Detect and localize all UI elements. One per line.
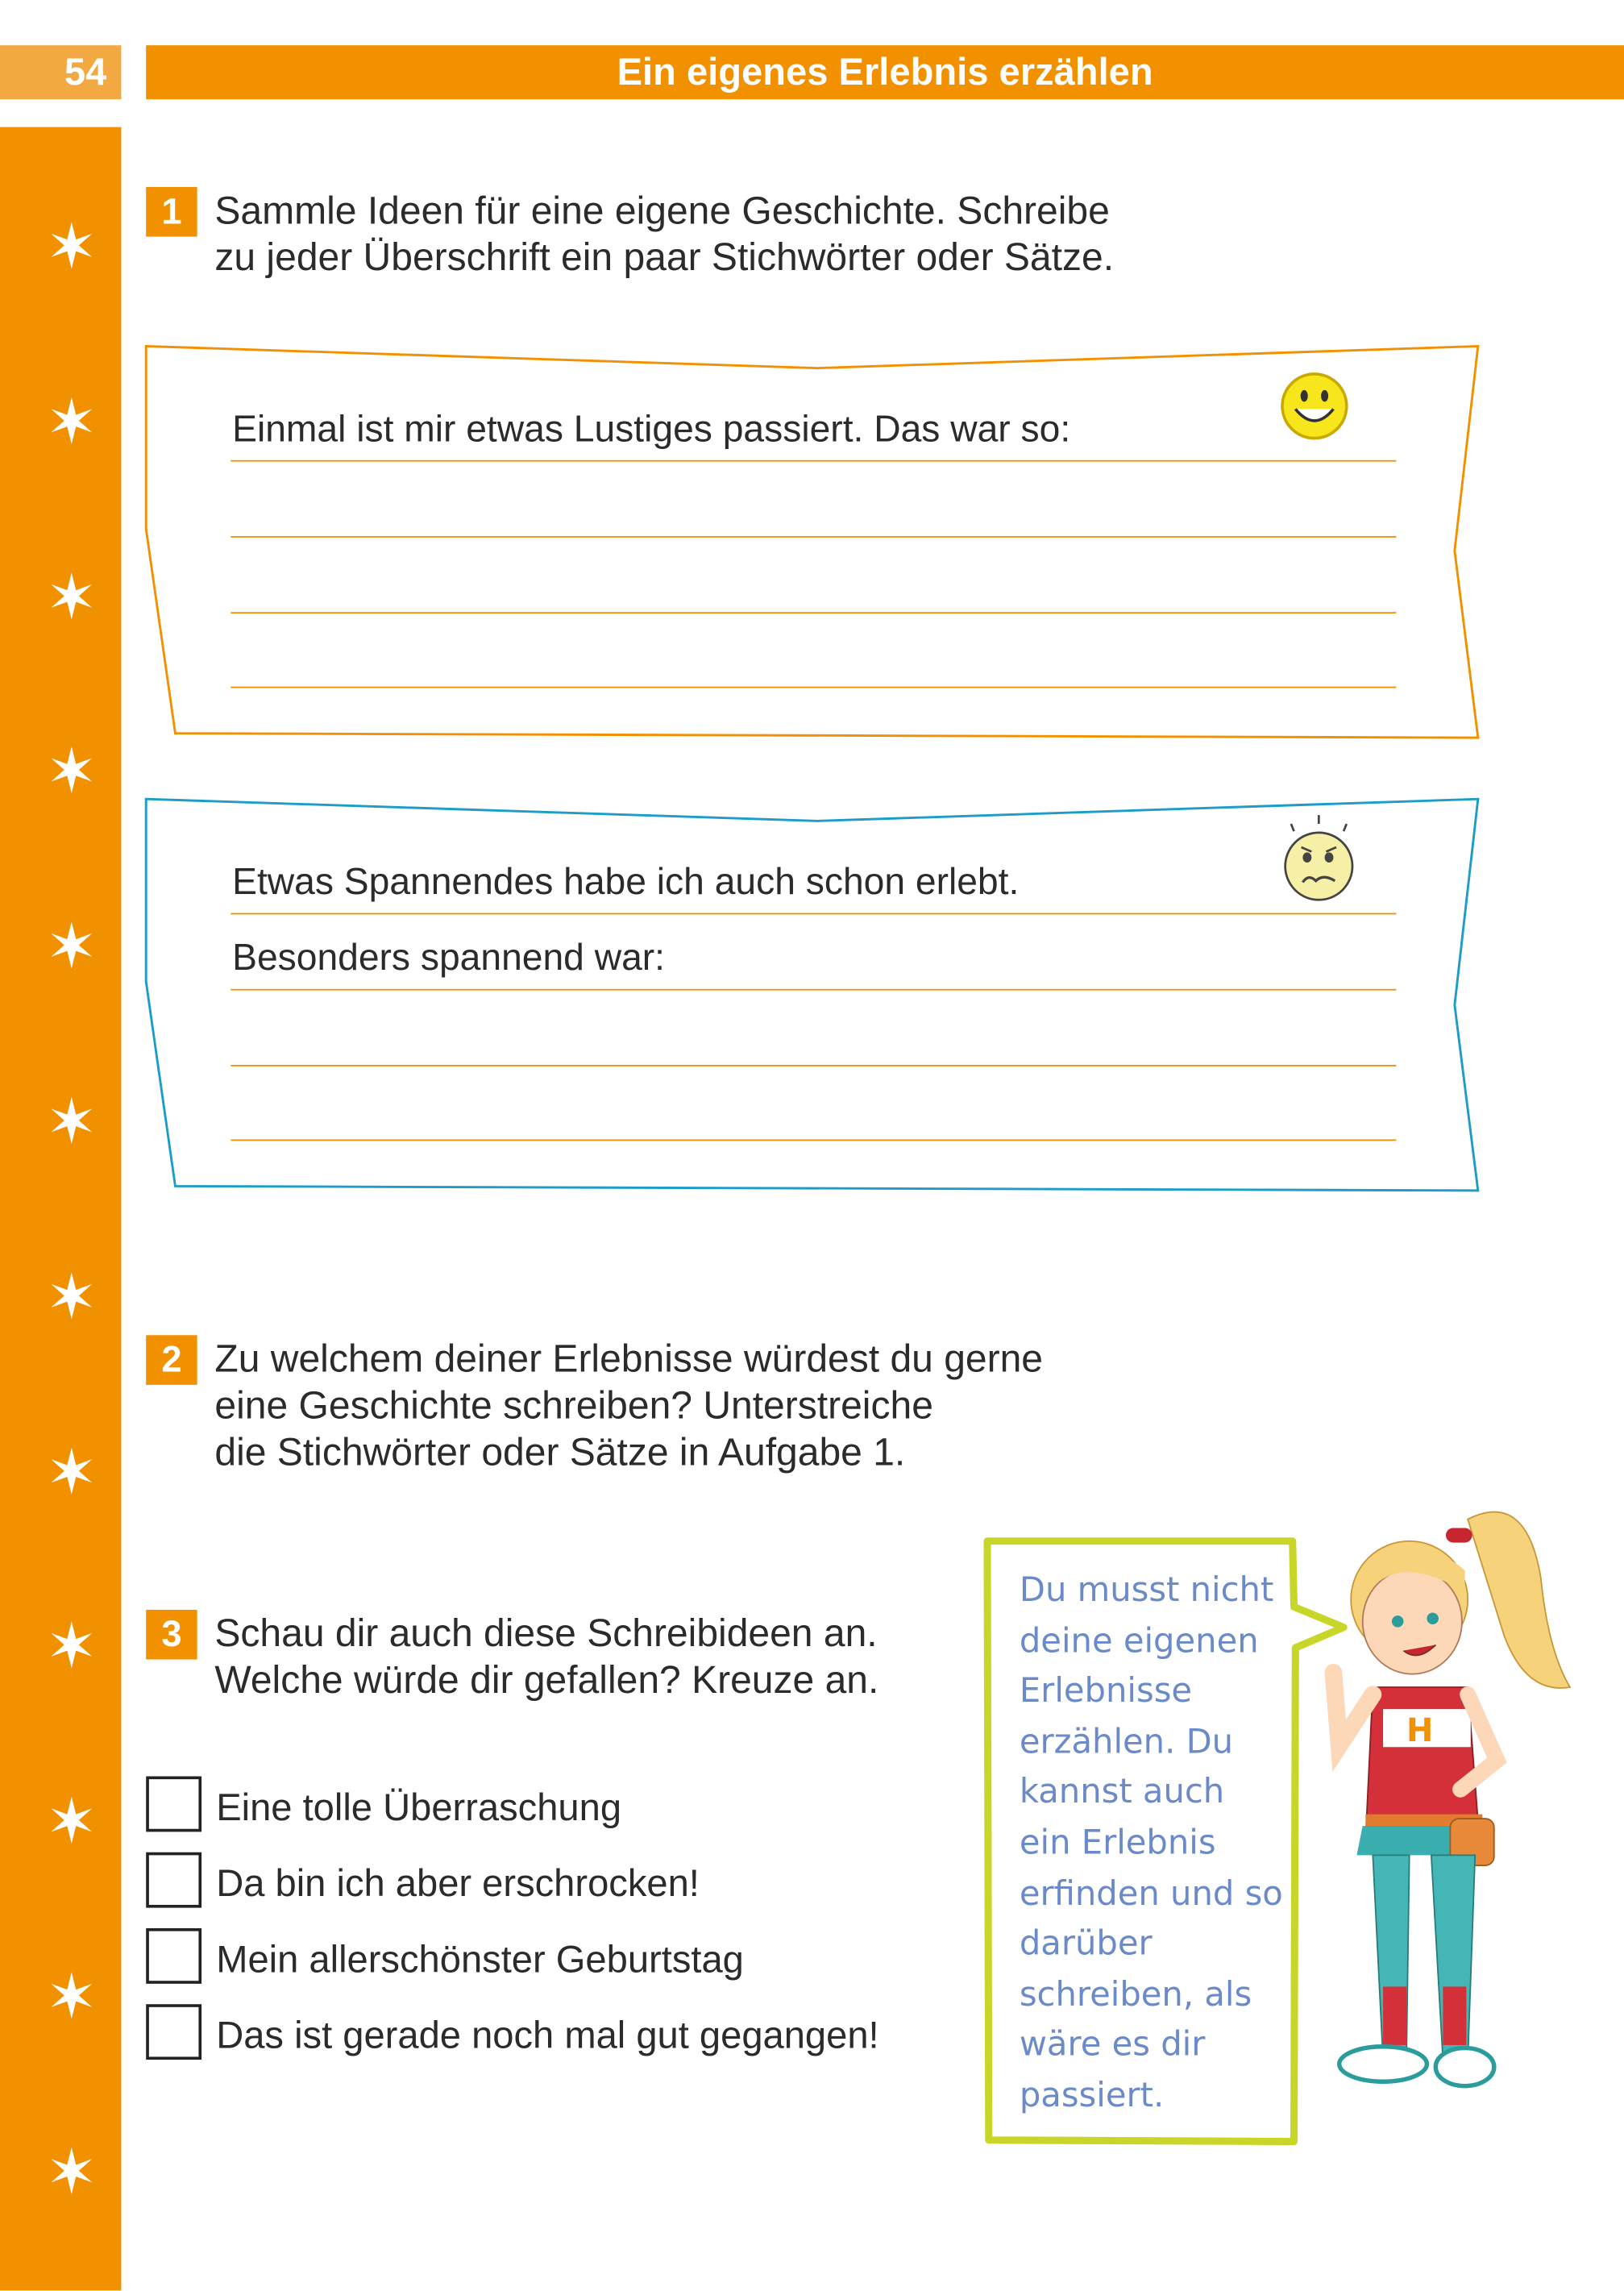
- bubble-line: darüber: [1019, 1925, 1153, 1964]
- page-number: 54: [0, 45, 121, 99]
- option-label: Das ist gerade noch mal gut gegangen!: [216, 2013, 879, 2057]
- checkbox-option-2[interactable]: [146, 1852, 201, 1908]
- task-3-line: Welche würde dir gefallen? Kreuze an.: [214, 1657, 879, 1703]
- option-label: Mein allerschönster Geburtstag: [216, 1936, 744, 1981]
- bubble-line: ein Erlebnis: [1019, 1824, 1216, 1863]
- task-3-number: 3: [146, 1610, 197, 1660]
- option-label: Da bin ich aber erschrocken!: [216, 1861, 700, 1905]
- checkbox-option-1[interactable]: [146, 1777, 201, 1832]
- worried-smiley-icon: [1277, 813, 1361, 906]
- bubble-line: erzählen. Du: [1019, 1723, 1234, 1761]
- svg-text:H: H: [1406, 1712, 1434, 1750]
- girl-character-illustration: [1307, 1490, 1585, 2103]
- writing-line[interactable]: [231, 1065, 1396, 1066]
- task-1-line: zu jeder Überschrift ein paar Stichwörter oder Sätze.: [214, 235, 1115, 280]
- task-1-number: 1: [146, 187, 197, 237]
- box-2-prompt-2: Besonders spannend war:: [232, 938, 666, 979]
- bubble-line: kannst auch: [1019, 1773, 1225, 1812]
- bubble-line: deine eigenen: [1019, 1622, 1259, 1661]
- task-3-instructions: [214, 1610, 878, 1703]
- task-1-line: Sammle Ideen für eine eigene Geschichte. Schreibe: [214, 188, 1110, 233]
- bubble-line: Erlebnisse: [1019, 1673, 1193, 1711]
- box-2-prompt: Etwas Spannendes habe ich auch schon erlebt.: [232, 862, 1020, 903]
- option-label: Eine tolle Überraschung: [216, 1785, 622, 1829]
- happy-smiley-icon: [1279, 371, 1352, 444]
- speech-bubble-text: [1020, 1566, 1283, 2123]
- writing-line[interactable]: [231, 1139, 1396, 1141]
- task-2-number: 2: [146, 1335, 197, 1385]
- writing-line[interactable]: [231, 687, 1396, 688]
- bubble-line: erfinden und so: [1019, 1874, 1283, 1914]
- writing-line[interactable]: [231, 913, 1396, 915]
- task-2-line: die Stichwörter oder Sätze in Aufgabe 1.: [214, 1430, 906, 1474]
- writing-line[interactable]: [231, 460, 1396, 462]
- task-2-line: Zu welchem deiner Erlebnisse würdest du gerne: [214, 1337, 1044, 1381]
- bubble-line: passiert.: [1019, 2077, 1165, 2115]
- task-2-line: eine Geschichte schreiben? Unterstreiche: [214, 1383, 933, 1428]
- writing-line[interactable]: [231, 536, 1396, 538]
- checkbox-option-4[interactable]: [146, 2004, 201, 2060]
- bubble-line: Du musst nicht: [1019, 1571, 1274, 1610]
- bubble-line: wäre es dir: [1019, 2027, 1206, 2065]
- task-2-instructions: [214, 1335, 1043, 1475]
- writing-line[interactable]: [231, 989, 1396, 991]
- box-1-prompt: Einmal ist mir etwas Lustiges passiert. Das war so:: [232, 409, 1071, 451]
- writing-line[interactable]: [231, 612, 1396, 613]
- box-1-frame: [146, 346, 1478, 738]
- bubble-line: schreiben, als: [1019, 1976, 1252, 2014]
- task-3-line: Schau dir auch diese Schreibideen an.: [214, 1611, 878, 1656]
- checkbox-option-3[interactable]: [146, 1928, 201, 1984]
- page-title: Ein eigenes Erlebnis erzählen: [146, 45, 1624, 99]
